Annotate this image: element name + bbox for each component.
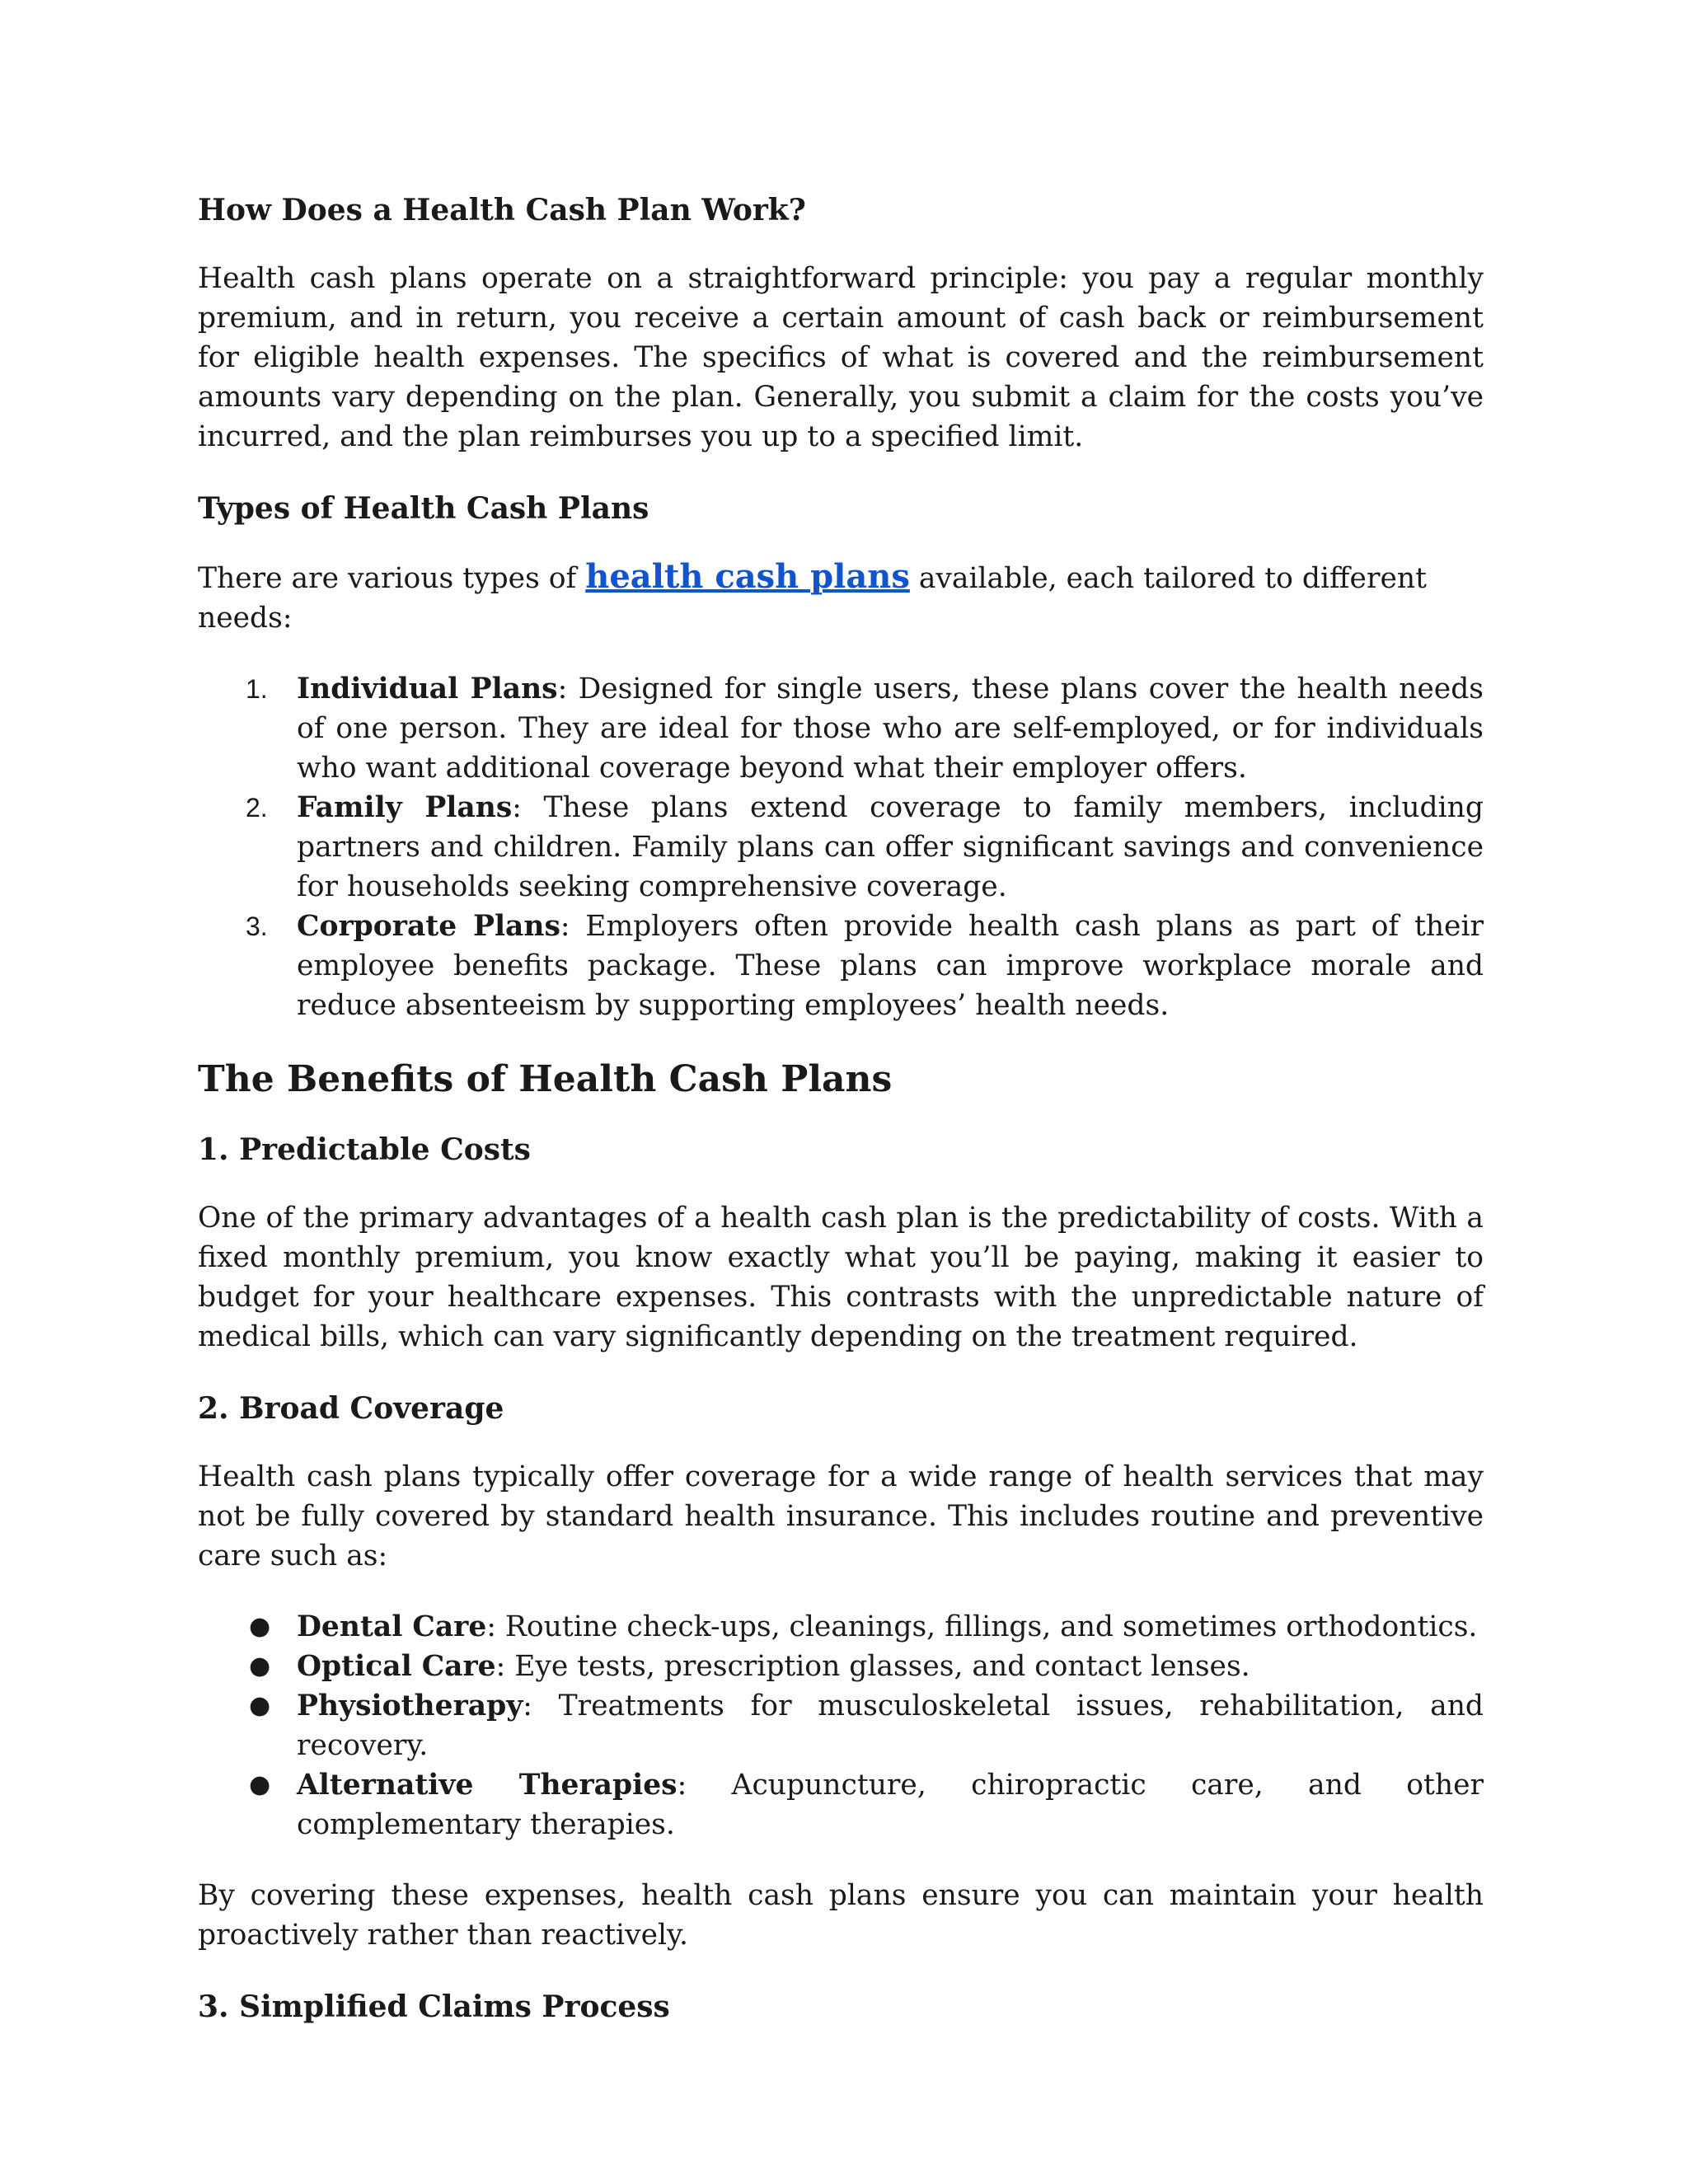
list-item-title: Corporate Plans: [297, 910, 560, 943]
benefits-heading: The Benefits of Health Cash Plans: [198, 1058, 893, 1100]
health-cash-plans-link[interactable]: health cash plans: [585, 557, 910, 596]
list-item: [198, 1765, 1484, 1844]
list-item-text: : These plans extend coverage to family members, including partners and children. Family plans can offer significant savings and convenience for households seeking comprehensive coverage.: [297, 791, 1484, 903]
list-item-title: Individual Plans: [297, 673, 558, 705]
list-item-text: : Designed for single users, these plans cover the health needs of one person. They are ideal for those who are self-employed, or for individuals who want additional coverage beyond what their employer offers.: [297, 673, 1484, 785]
broad-coverage-paragraph: Health cash plans typically offer coverage for a wide range of health services that may not be fully covered by standard health insurance. This includes routine and preventive care such as:: [198, 1460, 1484, 1572]
broad-coverage-heading: 2. Broad Coverage: [198, 1391, 504, 1426]
list-item: [198, 907, 1484, 1025]
list-item: [198, 669, 1484, 788]
list-item-title: Dental Care: [297, 1610, 487, 1643]
list-number: 2.: [246, 793, 268, 823]
list-item: [198, 1686, 1484, 1765]
list-item-text: : Eye tests, prescription glasses, and contact lenses.: [495, 1650, 1250, 1683]
bullet-icon: ●: [249, 1770, 271, 1799]
predictable-costs-heading: 1. Predictable Costs: [198, 1132, 531, 1167]
list-item-text: : Employers often provide health cash plans as part of their employee benefits package. These plans can improve workplace morale and reduce absenteeism by supporting employees’ health needs.: [297, 910, 1484, 1022]
types-intro-paragraph: [198, 557, 1484, 638]
list-item-text: : Acupuncture, chiropractic care, and other complementary therapies.: [297, 1769, 1484, 1841]
bullet-icon: ●: [249, 1652, 271, 1680]
list-item: [198, 788, 1484, 907]
coverage-closing-paragraph: By covering these expenses, health cash plans ensure you can maintain your health proactively rather than reactively.: [198, 1879, 1484, 1952]
list-item-title: Physiotherapy: [297, 1690, 523, 1722]
section-heading-how-it-works: How Does a Health Cash Plan Work?: [198, 193, 806, 227]
bullet-icon: ●: [249, 1691, 271, 1720]
list-number: 1.: [246, 674, 268, 704]
list-item: [198, 1647, 1484, 1686]
list-item-text: : Treatments for musculoskeletal issues, rehabilitation, and recovery.: [297, 1690, 1484, 1762]
predictable-costs-paragraph: One of the primary advantages of a health cash plan is the predictability of costs. With a fixed monthly premium, you know exactly what you’ll be paying, making it easier to budget for your healthcare expenses. This contrasts with the unpredictable nature of medical bills, which can vary significantly depending on the treatment required.: [198, 1202, 1484, 1353]
claims-process-heading: 3. Simplified Claims Process: [198, 1990, 670, 2024]
list-item-text: : Routine check-ups, cleanings, fillings, and sometimes orthodontics.: [486, 1610, 1478, 1643]
document-page: [198, 190, 1484, 2027]
list-item-title: Alternative Therapies: [297, 1769, 678, 1802]
types-intro-before: There are various types of: [198, 562, 586, 595]
bullet-icon: ●: [249, 1612, 271, 1641]
plan-types-list: [198, 669, 1484, 1025]
list-item-title: Optical Care: [297, 1650, 496, 1683]
coverage-list: [198, 1607, 1484, 1844]
how-it-works-paragraph: Health cash plans operate on a straightforward principle: you pay a regular monthly premium, and in return, you receive a certain amount of cash back or reimbursement for eligible health expenses. The specifics of what is covered and the reimbursement amounts vary depending on the plan. Generally, you submit a claim for the costs you’ve incurred, and the plan reimburses you up to a specified limit.: [198, 262, 1484, 453]
types-intro-after: available, each tailored to different needs:: [198, 562, 1427, 635]
section-heading-types: Types of Health Cash Plans: [198, 491, 649, 526]
list-number: 3.: [246, 912, 268, 941]
list-item: [198, 1607, 1484, 1647]
list-item-title: Family Plans: [297, 791, 513, 824]
